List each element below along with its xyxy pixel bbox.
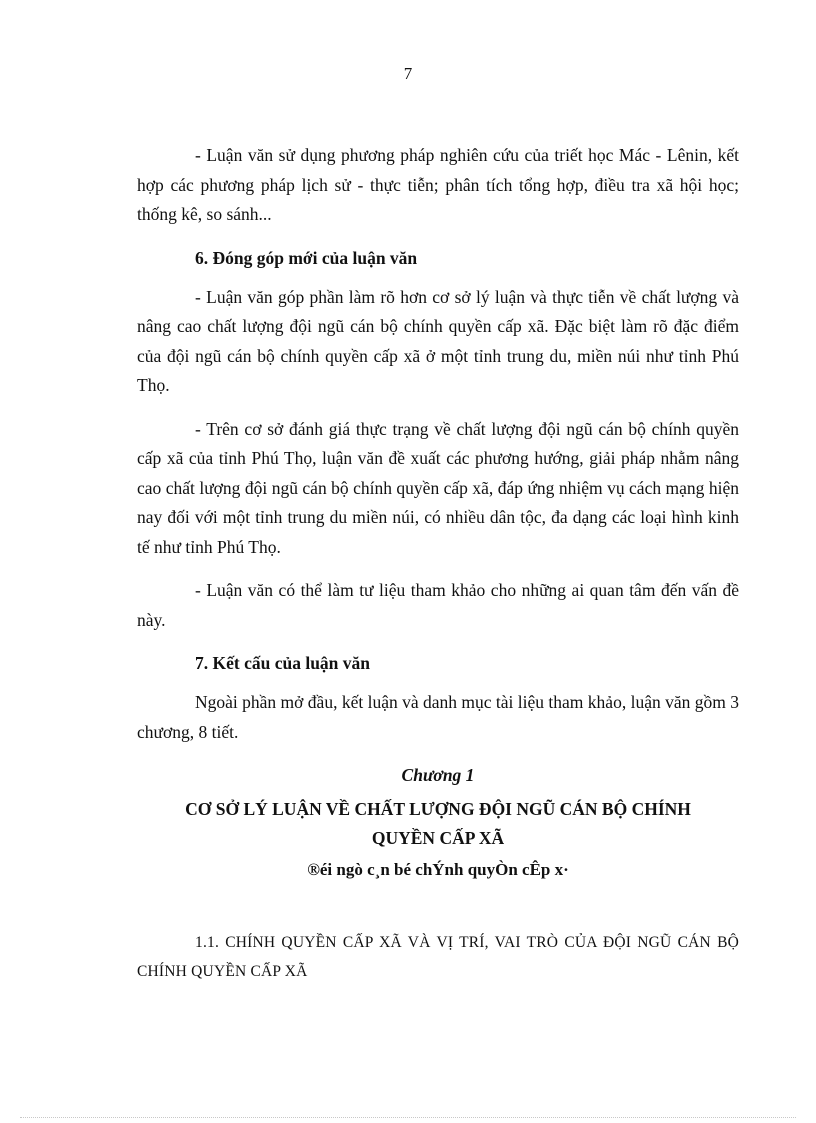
paragraph-contribution-1: - Luận văn góp phần làm rõ hơn cơ sở lý luận và thực tiễn về chất lượng và nâng cao chất lượng đội ngũ cán bộ chính quyền cấp xã. Đặc biệt làm rõ đặc điểm của đội ngũ cán bộ chính quyền cấp xã ở một tỉnh trung du, miền núi như tỉnh Phú Thọ. [137,286,739,395]
heading-section-6: 6. Đóng góp mới của luận văn [195,247,418,268]
subsection-heading-1-1: 1.1. CHÍNH QUYỀN CẤP XÃ VÀ VỊ TRÍ, VAI TRÒ CỦA ĐỘI NGŨ CÁN BỘ CHÍNH QUYỀN CẤP XÃ [137,934,739,980]
paragraph-research-method: - Luận văn sử dụng phương pháp nghiên cứu của triết học Mác - Lênin, kết hợp các phương pháp lịch sử - thực tiễn; phân tích tổng hợp, điều tra xã hội học; thống kê, so sánh... [137,145,739,224]
page-body [137,141,739,986]
paragraph-contribution-3: - Luận văn có thể làm tư liệu tham khảo cho những ai quan tâm đến vấn đề này. [137,580,739,630]
chapter-label: Chương 1 [401,765,475,785]
heading-section-7: 7. Kết cấu của luận văn [195,653,371,673]
chapter-title-line-1: CƠ SỞ LÝ LUẬN VỀ CHẤT LƯỢNG ĐỘI NGŨ CÁN BỘ CHÍNH [185,799,691,819]
paragraph-structure: Ngoài phần mở đầu, kết luận và danh mục tài liệu tham khảo, luận văn gồm 3 chương, 8 tiết. [137,692,739,742]
paragraph-contribution-2: - Trên cơ sở đánh giá thực trạng về chất lượng đội ngũ cán bộ chính quyền cấp xã của tỉnh Phú Thọ, luận văn đề xuất các phương hướng, giải pháp nhằm nâng cao chất lượng đội ngũ cán bộ chính quyền cấp xã, đáp ứng nhiệm vụ cách mạng hiện nay đối với một tỉnh trung du miền núi, có nhiều dân tộc, đa dạng các loại hình kinh tế như tỉnh Phú Thọ. [137,418,739,557]
chapter-title-line-2: QUYỀN CẤP XÃ [371,828,505,848]
chapter-garbled-encoding-line: ®éi ngò c¸n bé chÝnh quyÒn cÊp x· [307,860,569,879]
page-bottom-divider [20,1117,796,1118]
page-number: 7 [403,64,413,83]
